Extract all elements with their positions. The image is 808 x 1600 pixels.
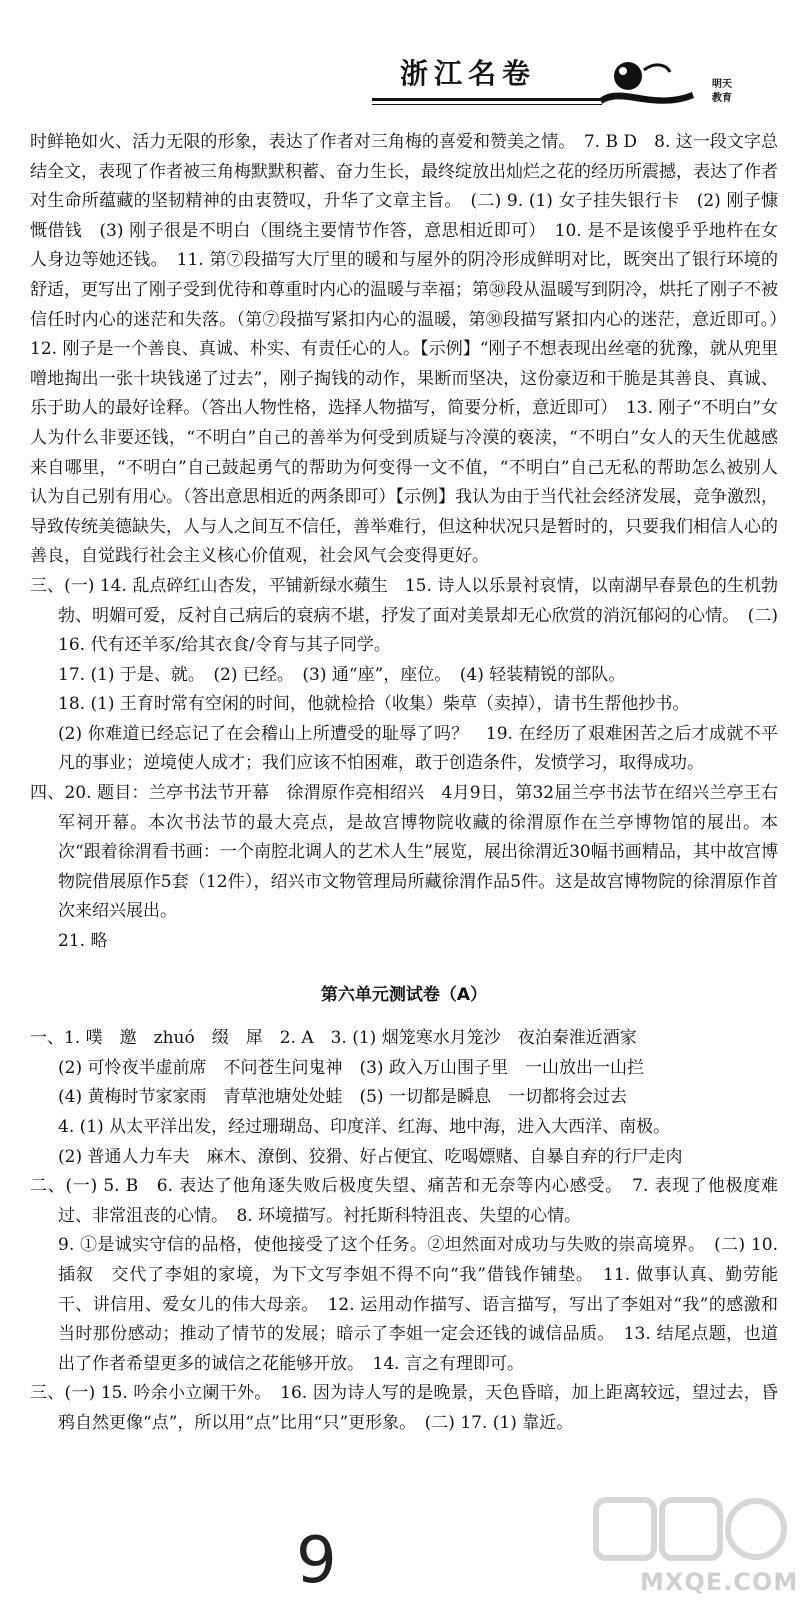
answer-paragraph: 三、(一) 15. 吟余小立阑干外。 16. 因为诗人写的是晚景，天色昏暗，加上距离较远，望过去，昏鸦自然更像“点”，所以用“点”比用“只”更形象。 (二) 17. (1) 靠近。 <box>30 1383 778 1433</box>
answer-paragraph: 四、20. 题目：兰亭书法节开幕 徐渭原作亮相绍兴 4月9日，第32届兰亭书法节在绍兴兰亭王右军祠开幕。本次书法节的最大亮点，是故宫博物院收藏的徐渭原作在兰亭博物馆的展出。本次“跟着徐渭看书画：一个南腔北调人的艺术人生”展览，展出徐渭近30幅书画精品，其中故宫博物院借展原作5套（12件），绍兴市文物管理局所藏徐渭作品5件。这是故宫博物院的徐渭原作首次来绍兴展出。 <box>30 783 778 922</box>
handwritten-page-number: 9 <box>296 1524 337 1598</box>
answer-paragraph: 21. 略 <box>58 931 108 952</box>
answer-paragraph: (2) 普通人力车夫 麻木、潦倒、狡猾、好占便宜、吃喝嫖赌、自暴自弃的行尸走肉 <box>58 1146 683 1167</box>
watermark-text: MXQE.COM <box>640 1568 799 1596</box>
section-title: 第六单元测试卷（A） <box>320 984 488 1005</box>
answer-paragraph: 9. ①是诚实守信的品格，使他接受了这个任务。②坦然面对成功与失败的崇高境界。 (二) 10. 插叙 交代了李姐的家境，为下文写李姐不得不向“我”借钱作铺垫。 11. 做事认真、勤劳能干、讲信用、爱女儿的伟大母亲。 12. 运用动作描写、语言描写，写出了李姐对“我”的感激和当时那份感动；推动了情节的发展；暗示了李姐一定会还钱的诚信品质。 13. 结尾点题，也道出了作者希望更多的诚信之花能够开放。 14. 言之有理即可。 <box>58 1235 778 1374</box>
answer-paragraph: (4) 黄梅时节家家雨 青草池塘处处蛙 (5) 一切都是瞬息 一切都将会过去 <box>58 1087 627 1108</box>
header-rule <box>372 98 602 101</box>
answer-paragraph: 17. (1) 于是、就。 (2) 已经。 (3) 通“座”，座位。 (4) 轻装精锐的部队。 <box>58 664 626 685</box>
answer-paragraph: 一、1. 噗 邀 zhuó 缀 犀 2. A 3. (1) 烟笼寒水月笼沙 夜泊秦淮近酒家 <box>30 1028 637 1049</box>
answer-content <box>30 128 795 1439</box>
answer-paragraph: 二、(一) 5. B 6. 表达了他角逐失败后极度失望、痛苦和无奈等内心感受。 7. 表现了他极度难过、非常沮丧的心情。 8. 环境描写。衬托斯科特沮丧、失望的心情。 <box>30 1176 778 1226</box>
brand-title: 浙江名卷 <box>400 57 537 90</box>
answer-paragraph: 18. (1) 王育时常有空闲的时间，他就检拾（收集）柴草（卖掉），请书生帮他抄书。 <box>58 694 690 715</box>
page-header <box>0 0 808 120</box>
answer-paragraph: (2) 你难道已经忘记了在会稽山上所遭受的耻辱了吗？ 19. 在经历了艰难困苦之后才成就不平凡的事业；逆境使人成才；我们应该不怕困难，敢于创造条件，发愤学习，取得成功。 <box>58 723 778 774</box>
answer-paragraph: (2) 可怜夜半虚前席 不问苍生问鬼神 (3) 政入万山围子里 一山放出一山拦 <box>58 1057 644 1078</box>
sun-ribbon-logo-icon <box>592 52 702 118</box>
answer-paragraph: 三、(一) 14. 乱点碎红山杏发，平铺新绿水蘋生 15. 诗人以乐景衬哀情，以南湖早春景色的生机勃勃、明媚可爱，反衬自己病后的衰病不堪，抒发了面对美景却无心欣赏的消沉郁闷的心情。 (二) 16. 代有还羊豕/给其衣食/令育与其子同学。 <box>30 575 778 656</box>
logo-text: 明天教育 <box>712 79 732 104</box>
answer-paragraph: 时鲜艳如火、活力无限的形象，表达了作者对三角梅的喜爱和赞美之情。 7. B D 8. 这一段文字总结全文，表现了作者被三角梅默默积蓄、奋力生长，最终绽放出灿烂之花的经历所震撼，表达了作者对生命所蕴藏的坚韧精神的由衷赞叹，升华了文章主旨。 (二) 9. (1) 女子挂失银行卡 (2) 刚子慷慨借钱 (3) 刚子很是不明白（围绕主要情节作答，意思相近即可） 10. 是不是该傻乎乎地杵在女人身边等她还钱。 11. 第⑦段描写大厅里的暖和与屋外的阴冷形成鲜明对比，既突出了银行环境的舒适，更写出了刚子受到优待和尊重时内心的温暖与幸福；第㉚段从温暖写到阴冷，烘托了刚子不被信任时内心的迷茫和失落。（第⑦段描写紧扣内心的温暖，第㉚段描写紧扣内心的迷茫，意近即可。） 12. 刚子是一个善良、真诚、朴实、有责任心的人。【示例】“刚子不想表现出丝毫的犹豫，就从兜里噌地掏出一张十块钱递了过去”，刚子掏钱的动作，果断而坚决，这份豪迈和干脆是其善良、真诚、乐于助人的最好诠释。（答出人物性格，选择人物描写，简要分析，意近即可） 13. 刚子“不明白”女人为什么非要还钱，“不明白”自己的善举为何受到质疑与冷漠的亵渎，“不明白”女人的天生优越感来自哪里，“不明白”自己鼓起勇气的帮助为何变得一文不值，“不明白”自己无私的帮助怎么被别人认为自己别有用心。（答出意思相近的两条即可）【示例】我认为由于当代社会经济发展，竞争激烈，导致传统美德缺失，人与人之间互不信任，善举难行，但这种状况只是暂时的，只要我们相信人心的善良，自觉践行社会主义核心价值观，社会风气会变得更好。 <box>30 132 795 567</box>
header-rule-thin <box>372 104 602 105</box>
answer-paragraph: 4. (1) 从太平洋出发，经过珊瑚岛、印度洋、红海、地中海，进入大西洋、南极。 <box>58 1117 671 1137</box>
